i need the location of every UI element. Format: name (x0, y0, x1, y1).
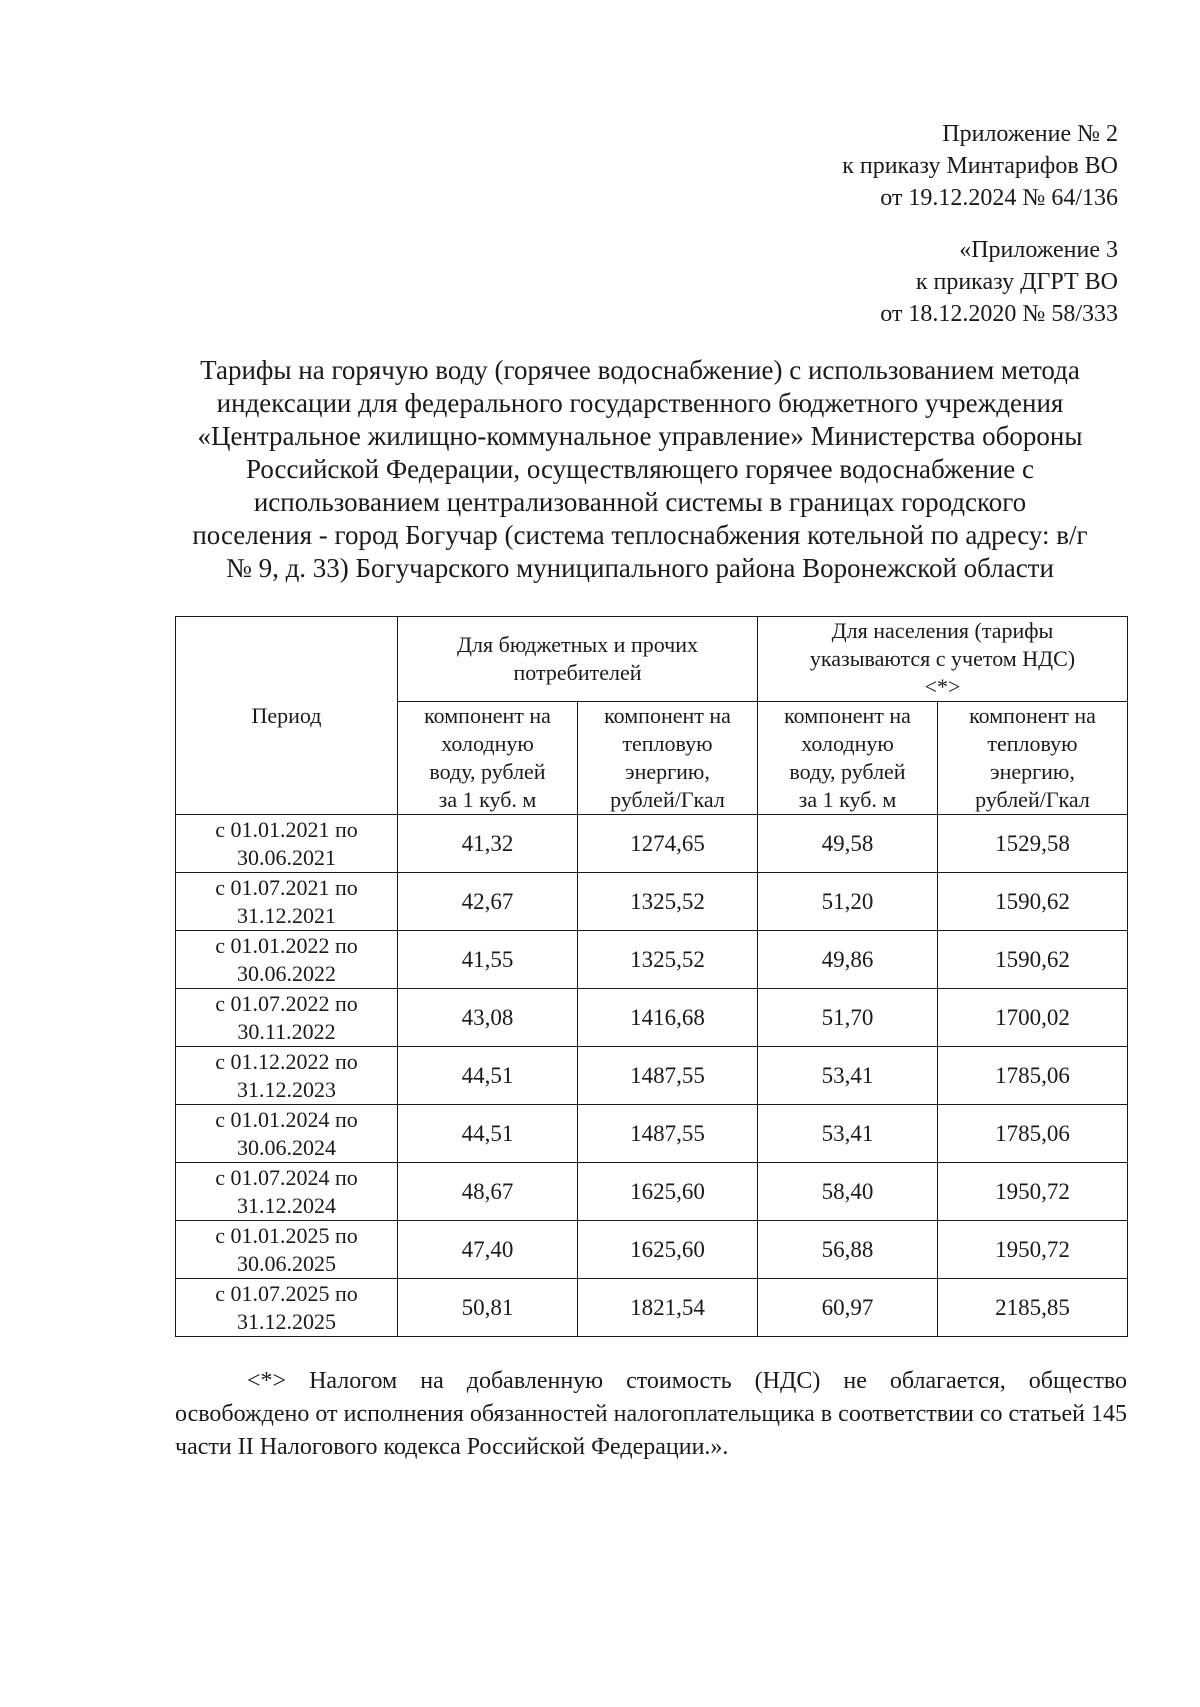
population-header (758, 617, 1128, 702)
table-row (176, 873, 1128, 931)
subheader-line: рублей/Гкал (610, 787, 725, 812)
period-start: с 01.07.2021 по (215, 874, 358, 900)
tariff-value-cell: 58,40 (758, 1163, 938, 1221)
tariff-value-cell: 60,97 (758, 1279, 938, 1337)
cold-water-budget-header (398, 702, 578, 815)
tariff-value-cell: 1529,58 (938, 815, 1128, 873)
title-line: № 9, д. 33) Богучарского муниципального района Воронежской области (226, 553, 1054, 583)
tariff-value-cell: 47,40 (398, 1221, 578, 1279)
table-header-row (176, 617, 1128, 702)
period-start: с 01.01.2021 по (215, 816, 358, 842)
tariff-value-cell: 42,67 (398, 873, 578, 931)
subheader-line: воду, рублей (789, 759, 906, 784)
period-end: 30.06.2025 (237, 1250, 336, 1276)
subheader-line: за 1 куб. м (798, 787, 897, 812)
subheader-line: за 1 куб. м (438, 787, 537, 812)
subheader-line: холодную (801, 731, 894, 756)
tariff-value-cell: 1416,68 (578, 989, 758, 1047)
tariff-value-cell: 56,88 (758, 1221, 938, 1279)
tariff-value-cell: 50,81 (398, 1279, 578, 1337)
period-end: 30.11.2022 (237, 1018, 336, 1044)
period-end: 30.06.2024 (237, 1134, 336, 1160)
attachment-1-line-1: Приложение № 2 (942, 121, 1118, 147)
subheader-line: компонент на (969, 703, 1096, 728)
subheader-line: компонент на (604, 703, 731, 728)
attachment-2-line-1: «Приложение 3 (959, 237, 1118, 263)
header-line: Для бюджетных и прочих (457, 632, 698, 657)
period-cell (176, 1163, 398, 1221)
table-row (176, 815, 1128, 873)
period-cell (176, 1047, 398, 1105)
header-line: Для населения (тарифы (831, 618, 1054, 643)
tariff-value-cell: 53,41 (758, 1047, 938, 1105)
period-cell (176, 1105, 398, 1163)
tariff-value-cell: 1590,62 (938, 931, 1128, 989)
subheader-line: компонент на (784, 703, 911, 728)
tariff-value-cell: 1700,02 (938, 989, 1128, 1047)
tariff-value-cell: 53,41 (758, 1105, 938, 1163)
period-end: 31.12.2025 (237, 1308, 336, 1334)
attachment-block-1 (842, 118, 1118, 214)
period-end: 31.12.2024 (237, 1192, 336, 1218)
tariff-value-cell: 1821,54 (578, 1279, 758, 1337)
table-row (176, 1221, 1128, 1279)
table-row (176, 931, 1128, 989)
period-cell (176, 1279, 398, 1337)
period-end: 30.06.2022 (237, 960, 336, 986)
period-start: с 01.07.2025 по (215, 1280, 358, 1306)
tariff-value-cell: 1274,65 (578, 815, 758, 873)
table-row (176, 1047, 1128, 1105)
cold-water-population-header (758, 702, 938, 815)
title-line: «Центральное жилищно-коммунальное управление» Министерства обороны (197, 421, 1083, 451)
tariff-value-cell: 48,67 (398, 1163, 578, 1221)
period-end: 30.06.2021 (237, 844, 336, 870)
tariff-value-cell: 41,32 (398, 815, 578, 873)
table-body (176, 815, 1128, 1337)
period-cell (176, 873, 398, 931)
footnote (175, 1365, 1127, 1464)
budget-consumers-header (398, 617, 758, 702)
heat-energy-budget-header (578, 702, 758, 815)
attachment-1-line-2: к приказу Минтарифов ВО (842, 153, 1118, 179)
attachment-2-line-2: к приказу ДГРТ ВО (915, 269, 1118, 295)
tariff-value-cell: 1325,52 (578, 931, 758, 989)
tariff-value-cell: 1487,55 (578, 1105, 758, 1163)
subheader-line: энергию, (625, 759, 710, 784)
document-title (150, 354, 1130, 585)
tariff-value-cell: 1325,52 (578, 873, 758, 931)
tariff-value-cell: 43,08 (398, 989, 578, 1047)
tariff-value-cell: 1487,55 (578, 1047, 758, 1105)
table-row (176, 1163, 1128, 1221)
subheader-line: холодную (441, 731, 534, 756)
header-line: <*> (924, 674, 961, 699)
period-header-label: Период (251, 702, 322, 728)
tariff-value-cell: 41,55 (398, 931, 578, 989)
footnote-text: <*> Налогом на добавленную стоимость (НДС) не облагается, общество освобождено от исполнения обязанностей налогоплательщика в соответствии со статьей 145 части II Налогового кодекса Российской Федерации.». (175, 1368, 1127, 1460)
attachment-1-line-3: от 19.12.2024 № 64/136 (880, 185, 1118, 211)
tariff-value-cell: 1785,06 (938, 1105, 1128, 1163)
period-end: 31.12.2023 (237, 1076, 336, 1102)
tariff-value-cell: 1950,72 (938, 1163, 1128, 1221)
period-cell (176, 931, 398, 989)
title-line: индексации для федерального государственного бюджетного учреждения (216, 388, 1064, 418)
subheader-line: компонент на (424, 703, 551, 728)
subheader-line: тепловую (622, 731, 713, 756)
header-line: потребителей (513, 660, 642, 685)
subheader-line: тепловую (987, 731, 1078, 756)
period-end: 31.12.2021 (237, 902, 336, 928)
tariff-value-cell: 2185,85 (938, 1279, 1128, 1337)
tariffs-table (175, 616, 1128, 1337)
period-header (176, 617, 398, 815)
attachment-2-line-3: от 18.12.2020 № 58/333 (880, 301, 1118, 327)
period-start: с 01.07.2022 по (215, 990, 358, 1016)
tariff-value-cell: 1785,06 (938, 1047, 1128, 1105)
title-line: использованием централизованной системы в границах городского (253, 487, 1027, 517)
title-line: поселения - город Богучар (система теплоснабжения котельной по адресу: в/г (192, 520, 1088, 550)
subheader-line: энергию, (990, 759, 1075, 784)
table-row (176, 1279, 1128, 1337)
tariff-value-cell: 1950,72 (938, 1221, 1128, 1279)
tariff-value-cell: 49,86 (758, 931, 938, 989)
tariff-value-cell: 1590,62 (938, 873, 1128, 931)
tariff-value-cell: 44,51 (398, 1047, 578, 1105)
period-cell (176, 815, 398, 873)
table-row (176, 1105, 1128, 1163)
attachment-block-2 (880, 234, 1118, 330)
tariff-value-cell: 1625,60 (578, 1221, 758, 1279)
header-line: указываются с учетом НДС) (809, 646, 1076, 671)
subheader-line: рублей/Гкал (975, 787, 1090, 812)
period-start: с 01.01.2024 по (215, 1106, 358, 1132)
table-row (176, 989, 1128, 1047)
period-start: с 01.01.2022 по (215, 932, 358, 958)
title-line: Тарифы на горячую воду (горячее водоснабжение) с использованием метода (200, 355, 1080, 385)
tariff-value-cell: 51,20 (758, 873, 938, 931)
heat-energy-population-header (938, 702, 1128, 815)
tariff-value-cell: 1625,60 (578, 1163, 758, 1221)
period-start: с 01.07.2024 по (215, 1164, 358, 1190)
period-cell (176, 989, 398, 1047)
period-cell (176, 1221, 398, 1279)
tariff-value-cell: 44,51 (398, 1105, 578, 1163)
title-line: Российской Федерации, осуществляющего горячее водоснабжение с (246, 454, 1034, 484)
tariff-value-cell: 51,70 (758, 989, 938, 1047)
period-start: с 01.01.2025 по (215, 1222, 358, 1248)
subheader-line: воду, рублей (429, 759, 546, 784)
period-start: с 01.12.2022 по (215, 1048, 358, 1074)
tariff-value-cell: 49,58 (758, 815, 938, 873)
